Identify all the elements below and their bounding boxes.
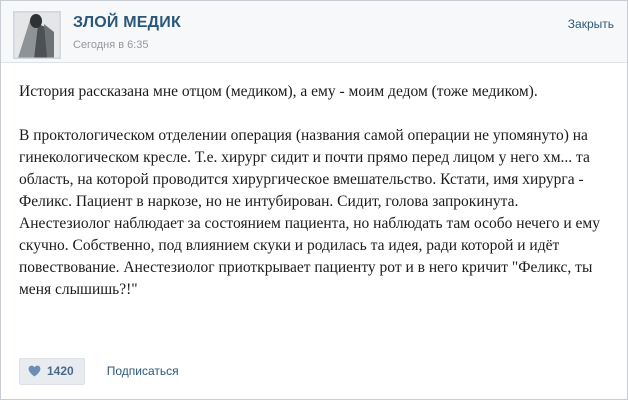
post-paragraph: В проктологическом отделении операция (названия самой операции не упомянуто) на гинекологическом кресле. Т.е. хирург сидит и почти прямо перед лицом у него хм... та область, на которой проводится хирургическое вмешательство. Кстати, имя хирурга - Феликс. Пациент в наркозе, но не интубирован. Сидит, голова запрокинута. Анестезиолог наблюдает за состоянием пациента, но наблюдать там особо нечего и ему скучно. Собственно, под влиянием скуки и родилась та идея, ради которой и идёт повествование. Анестезиолог приоткрывает пациенту рот и в него кричит "Феликс, ты меня слышишь?!" [19,127,600,298]
post-author[interactable]: ЗЛОЙ МЕДИК [73,14,181,31]
post-footer [1,343,627,399]
post-body [1,63,627,343]
post-paragraph: История рассказана мне отцом (медиком), а ему - моим дедом (тоже медиком). [19,83,538,100]
like-count: 1420 [47,364,74,378]
post-header-text [73,11,181,52]
post-timestamp: Сегодня в 6:35 [73,39,149,51]
avatar-photo-icon [14,12,60,58]
like-button[interactable] [19,358,85,385]
post-header [1,1,627,63]
subscribe-link[interactable]: Подписаться [106,364,179,378]
close-button[interactable]: Закрыть [567,17,614,31]
avatar[interactable] [13,11,61,59]
heart-icon [28,365,41,378]
